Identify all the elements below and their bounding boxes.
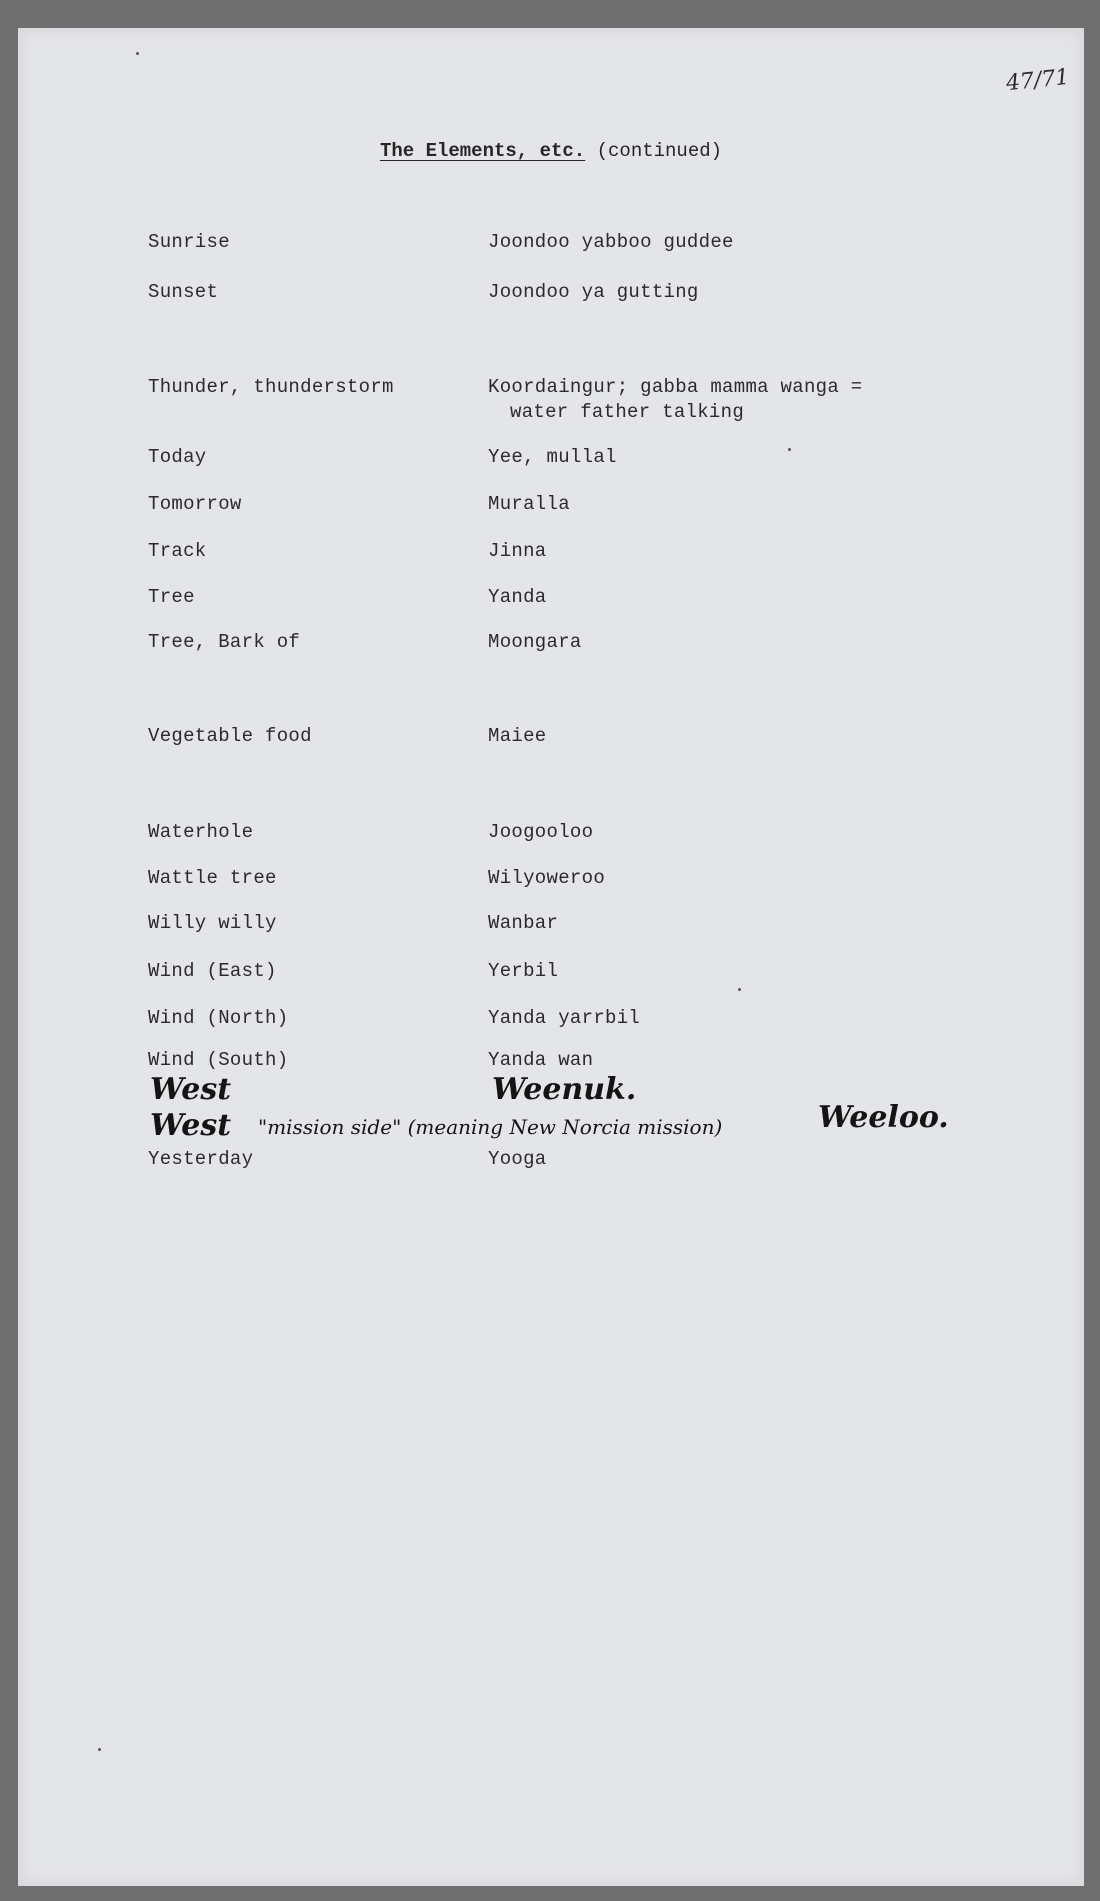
page-title xyxy=(18,140,1084,162)
translation-thunder-continued: water father talking xyxy=(510,401,745,423)
term-vegetable-food: Vegetable food xyxy=(148,725,312,747)
title-main: The Elements, etc. xyxy=(379,140,586,162)
translation-tomorrow: Muralla xyxy=(488,493,570,515)
term-wind-south: Wind (South) xyxy=(148,1049,289,1071)
translation-vegetable-food: Maiee xyxy=(488,725,547,747)
term-wind-north: Wind (North) xyxy=(148,1007,289,1029)
handwritten-note-mission-side: "mission side" (meaning New Norcia mission) xyxy=(258,1115,723,1139)
translation-wind-north: Yanda yarrbil xyxy=(488,1007,641,1029)
term-sunset: Sunset xyxy=(148,281,219,303)
term-waterhole: Waterhole xyxy=(148,821,254,843)
translation-wattle-tree: Wilyoweroo xyxy=(488,867,606,889)
handwritten-term-west-2: West xyxy=(150,1108,232,1143)
translation-willy-willy: Wanbar xyxy=(488,912,559,934)
term-thunder: Thunder, thunderstorm xyxy=(148,376,394,398)
translation-yesterday: Yooga xyxy=(488,1148,547,1170)
paper-speck xyxy=(98,1748,101,1751)
term-wind-east: Wind (East) xyxy=(148,960,277,982)
translation-sunset: Joondoo ya gutting xyxy=(488,281,699,303)
translation-sunrise: Joondoo yabboo guddee xyxy=(488,231,734,253)
term-track: Track xyxy=(148,540,207,562)
handwritten-translation-west-2: Weeloo. xyxy=(818,1100,949,1135)
term-tomorrow: Tomorrow xyxy=(148,493,242,515)
term-yesterday: Yesterday xyxy=(148,1148,254,1170)
paper-speck xyxy=(788,448,791,451)
term-sunrise: Sunrise xyxy=(148,231,230,253)
page-number: 47/71 xyxy=(1004,64,1071,97)
term-today: Today xyxy=(148,446,207,468)
translation-today: Yee, mullal xyxy=(488,446,617,468)
term-tree-bark: Tree, Bark of xyxy=(148,631,301,653)
translation-tree: Yanda xyxy=(488,586,547,608)
translation-tree-bark: Moongara xyxy=(488,631,582,653)
paper-speck xyxy=(738,988,741,991)
translation-wind-south: Yanda wan xyxy=(488,1049,594,1071)
translation-wind-east: Yerbil xyxy=(488,960,559,982)
translation-waterhole: Joogooloo xyxy=(488,821,594,843)
title-suffix: (continued) xyxy=(596,140,723,162)
paper-speck xyxy=(136,52,139,55)
term-wattle-tree: Wattle tree xyxy=(148,867,277,889)
handwritten-translation-west-1: Weenuk. xyxy=(492,1072,637,1107)
term-tree: Tree xyxy=(148,586,195,608)
handwritten-term-west-1: West xyxy=(150,1072,232,1107)
term-willy-willy: Willy willy xyxy=(148,912,277,934)
document-page xyxy=(18,28,1084,1886)
translation-thunder: Koordaingur; gabba mamma wanga = xyxy=(488,376,863,398)
translation-track: Jinna xyxy=(488,540,547,562)
